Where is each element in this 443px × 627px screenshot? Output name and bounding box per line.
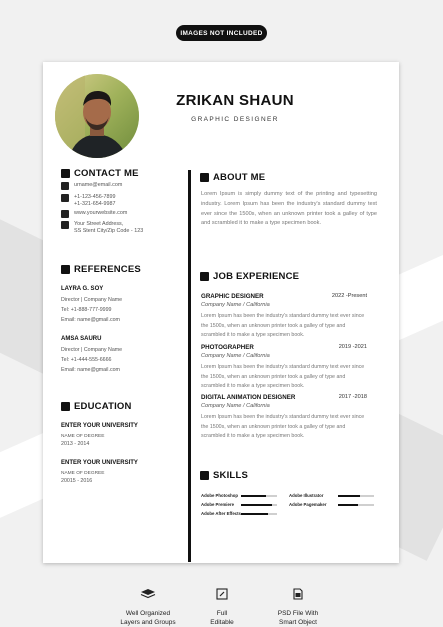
- reference-tel: Tel: +1-444-555-6666: [61, 357, 112, 363]
- feature-editable: Full Editable: [192, 579, 252, 627]
- globe-icon: [61, 210, 69, 218]
- skill-bar: [338, 495, 374, 497]
- education-section-icon: [61, 402, 70, 411]
- reference-name: LAYRA G. SOY: [61, 286, 104, 292]
- contact-email: urname@email.com: [61, 182, 122, 190]
- feature-layers: Well Organized Layers and Groups: [108, 579, 188, 627]
- job-title: DIGITAL ANIMATION DESIGNER: [201, 394, 296, 401]
- reference-role: Director | Company Name: [61, 297, 123, 303]
- reference-name: AMSA SAURU: [61, 336, 102, 342]
- skill-label: Adobe After Effects: [201, 511, 241, 516]
- skill-bar-fill: [241, 504, 272, 506]
- skill-label: Adobe Illustrator: [289, 493, 324, 498]
- reference-email: Email: name@gmail.com: [61, 367, 120, 373]
- experience-heading: JOB EXPERIENCE: [200, 271, 299, 282]
- education-degree: NAME OF DEGREE: [61, 471, 105, 476]
- education-years: 20015 - 2016: [61, 478, 93, 484]
- about-heading: ABOUT ME: [200, 172, 265, 183]
- layers-icon: [140, 588, 156, 600]
- phone-icon: [61, 194, 69, 202]
- file-icon: [292, 588, 304, 600]
- contact-heading: CONTACT ME: [61, 168, 139, 179]
- skill-bar: [241, 504, 277, 506]
- reference-email: Email: name@gmail.com: [61, 317, 120, 323]
- experience-section-icon: [200, 272, 209, 281]
- job-date: 2019 -2021: [338, 344, 367, 350]
- skill-bar: [338, 504, 374, 506]
- skill-bar-fill: [338, 495, 360, 497]
- about-text: Lorem Ipsum is simply dummy text of the printing and typesetting industry. Lorem Ipsum has been the industry's standard dummy text ever since the 1500s, when an unknown printer took a galley of type and scrambled it to make a type specimen book.: [201, 191, 377, 227]
- job-company: Company Name / California: [201, 353, 270, 359]
- skill-bar-fill: [338, 504, 358, 506]
- reference-tel: Tel: +1-888-777-9999: [61, 307, 112, 313]
- skill-label: Adobe Pagemaker: [289, 502, 327, 507]
- skills-section-icon: [200, 471, 209, 480]
- job-description: Lorem Ipsum has been the industry's standard dummy text ever since the 1500s, when an unknown printer took a galley of type and scrambled it to make a type specimen book.: [201, 313, 365, 339]
- candidate-name: ZRIKAN SHAUN: [176, 92, 294, 109]
- contact-section-icon: [61, 169, 70, 178]
- images-not-included-badge: IMAGES NOT INCLUDED: [176, 25, 267, 41]
- skill-bar-fill: [241, 513, 268, 515]
- job-company: Company Name / California: [201, 302, 270, 308]
- contact-phone: +1-123-456-7899 +1-321-654-9987: [61, 194, 116, 208]
- profile-photo: [55, 74, 139, 158]
- skill-label: Adobe Premiere: [201, 502, 234, 507]
- job-company: Company Name / California: [201, 403, 270, 409]
- location-icon: [61, 221, 69, 229]
- feature-psd: PSD File With Smart Object: [258, 579, 338, 627]
- skills-heading: SKILLS: [200, 470, 248, 481]
- skill-bar: [241, 495, 277, 497]
- education-years: 2013 - 2014: [61, 441, 90, 447]
- job-date: 2017 -2018: [338, 394, 367, 400]
- contact-address: Your Street Address, SS Stent City/Zip Code - 123: [61, 221, 143, 235]
- job-title: GRAPHIC DESIGNER: [201, 293, 264, 300]
- job-description: Lorem Ipsum has been the industry's standard dummy text ever since the 1500s, when an unknown printer took a galley of type and scrambled it to make a type specimen book.: [201, 364, 365, 390]
- about-section-icon: [200, 173, 209, 182]
- skill-bar: [241, 513, 277, 515]
- skill-label: Adobe Photoshop: [201, 493, 238, 498]
- candidate-role: GRAPHIC DESIGNER: [191, 116, 279, 123]
- profile-photo-illustration: [55, 74, 139, 158]
- education-school: ENTER YOUR UNIVERSITY: [61, 423, 138, 429]
- contact-website: www.yourwebsite.com: [61, 210, 127, 218]
- education-degree: NAME OF DEGREE: [61, 434, 105, 439]
- job-description: Lorem Ipsum has been the industry's standard dummy text ever since the 1500s, when an unknown printer took a galley of type and scrambled it to make a type specimen book.: [201, 414, 365, 440]
- education-heading: EDUCATION: [61, 401, 132, 412]
- skill-bar-fill: [241, 495, 266, 497]
- resume-page: [43, 62, 399, 563]
- job-title: PHOTOGRAPHER: [201, 344, 254, 351]
- reference-role: Director | Company Name: [61, 347, 123, 353]
- job-date: 2022 -Present: [331, 293, 367, 299]
- education-school: ENTER YOUR UNIVERSITY: [61, 460, 138, 466]
- edit-icon: [216, 588, 228, 600]
- references-heading: REFERENCES: [61, 264, 141, 275]
- email-icon: [61, 182, 69, 190]
- references-section-icon: [61, 265, 70, 274]
- column-divider: [188, 170, 191, 562]
